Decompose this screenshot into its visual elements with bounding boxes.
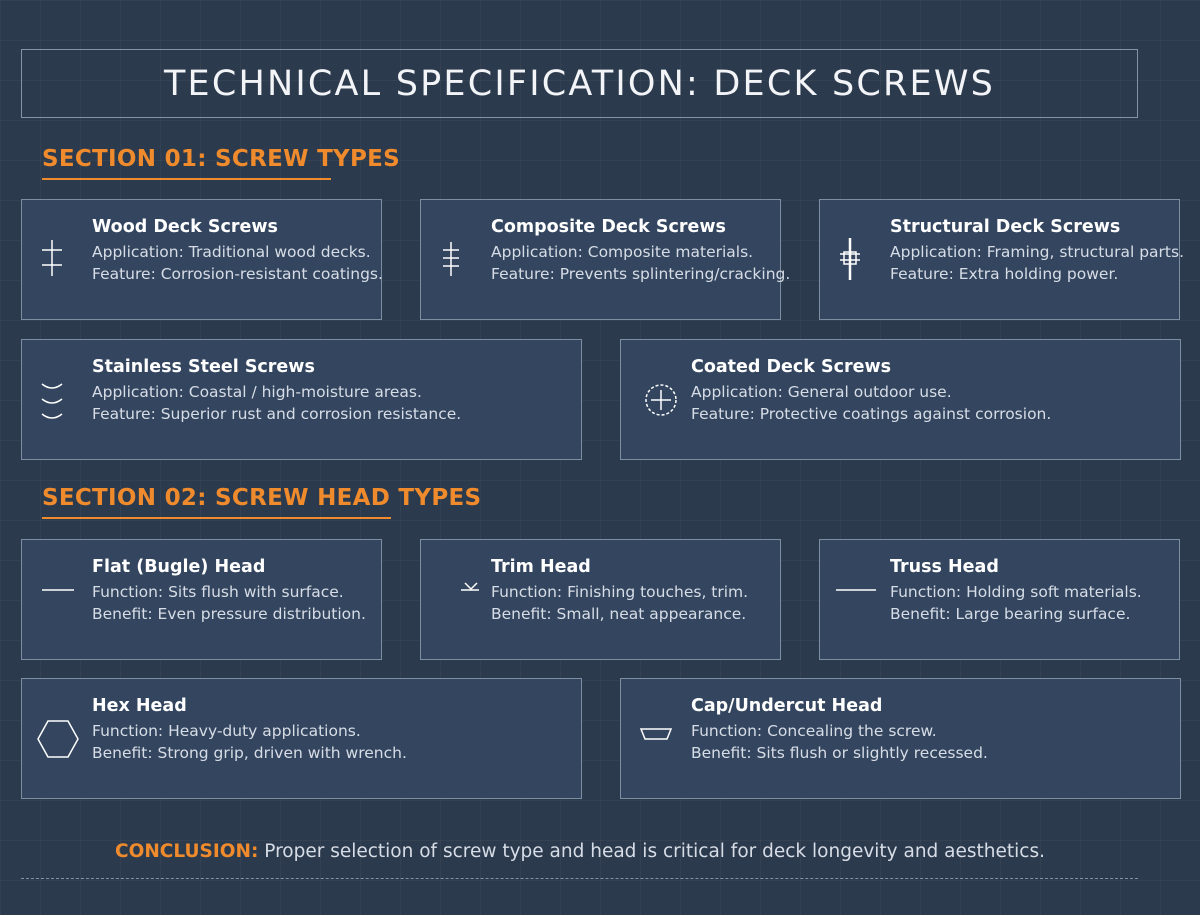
card-wood-deck-screws [21,199,382,320]
card-title: Coated Deck Screws [691,357,892,377]
card-truss-head [819,539,1180,660]
hex-head-icon [36,715,80,759]
card-benefit: Benefit: Small, neat appearance. [491,605,747,623]
card-application: Application: General outdoor use. [691,383,952,401]
card-title: Truss Head [890,557,999,577]
stainless-screw-icon [36,376,80,420]
card-function: Function: Holding soft materials. [890,583,1142,601]
card-feature: Feature: Extra holding power. [890,265,1119,283]
card-function: Function: Sits flush with surface. [92,583,344,601]
card-function: Function: Concealing the screw. [691,722,937,740]
card-structural-deck-screws [819,199,1185,320]
conclusion-text: Proper selection of screw type and head is critical for deck longevity and aesthetics. [258,841,1045,862]
trim-head-icon [435,576,479,620]
card-trim-head [420,539,781,660]
card-feature: Feature: Corrosion-resistant coatings. [92,265,383,283]
coated-screw-icon [635,376,679,420]
card-title: Trim Head [491,557,591,577]
wood-screw-icon [36,236,80,280]
section-02-underline [42,517,391,519]
card-function: Function: Heavy-duty applications. [92,722,361,740]
section-01-underline [42,178,331,180]
footer-divider [21,878,1138,879]
card-title: Cap/Undercut Head [691,696,883,716]
truss-head-icon [834,576,878,620]
flat-head-icon [36,576,80,620]
card-application: Application: Coastal / high-moisture areas. [92,383,422,401]
card-benefit: Benefit: Strong grip, driven with wrench. [92,744,407,762]
card-title: Structural Deck Screws [890,217,1121,237]
cap-head-icon [635,715,679,759]
card-application: Application: Traditional wood decks. [92,243,371,261]
conclusion [0,841,1160,862]
card-benefit: Benefit: Even pressure distribution. [92,605,366,623]
card-hex-head [21,678,582,799]
card-feature: Feature: Superior rust and corrosion resistance. [92,405,462,423]
card-title: Hex Head [92,696,187,716]
card-benefit: Benefit: Sits flush or slightly recessed. [691,744,988,762]
card-title: Wood Deck Screws [92,217,278,237]
card-function: Function: Finishing touches, trim. [491,583,749,601]
section-01-heading-text: SECTION 01: SCREW TYPES [42,146,401,172]
card-flat-bugle-head [21,539,382,660]
conclusion-label: CONCLUSION: [115,841,259,862]
card-coated-deck-screws [620,339,1181,460]
structural-screw-icon [834,236,878,280]
card-stainless-steel-screws [21,339,582,460]
section-02-heading [42,485,481,511]
section-02-heading-text: SECTION 02: SCREW HEAD TYPES [42,485,482,511]
card-benefit: Benefit: Large bearing surface. [890,605,1131,623]
card-application: Application: Framing, structural parts. [890,243,1185,261]
title-banner [21,49,1138,118]
card-title: Composite Deck Screws [491,217,726,237]
card-feature: Feature: Prevents splintering/cracking. [491,265,791,283]
card-composite-deck-screws [420,199,791,320]
composite-screw-icon [435,236,479,280]
card-title: Flat (Bugle) Head [92,557,266,577]
card-cap-undercut-head [620,678,1181,799]
card-feature: Feature: Protective coatings against corrosion. [691,405,1052,423]
card-title: Stainless Steel Screws [92,357,315,377]
page-title: TECHNICAL SPECIFICATION: DECK SCREWS [163,63,996,104]
section-01-heading [42,146,400,172]
card-application: Application: Composite materials. [491,243,754,261]
